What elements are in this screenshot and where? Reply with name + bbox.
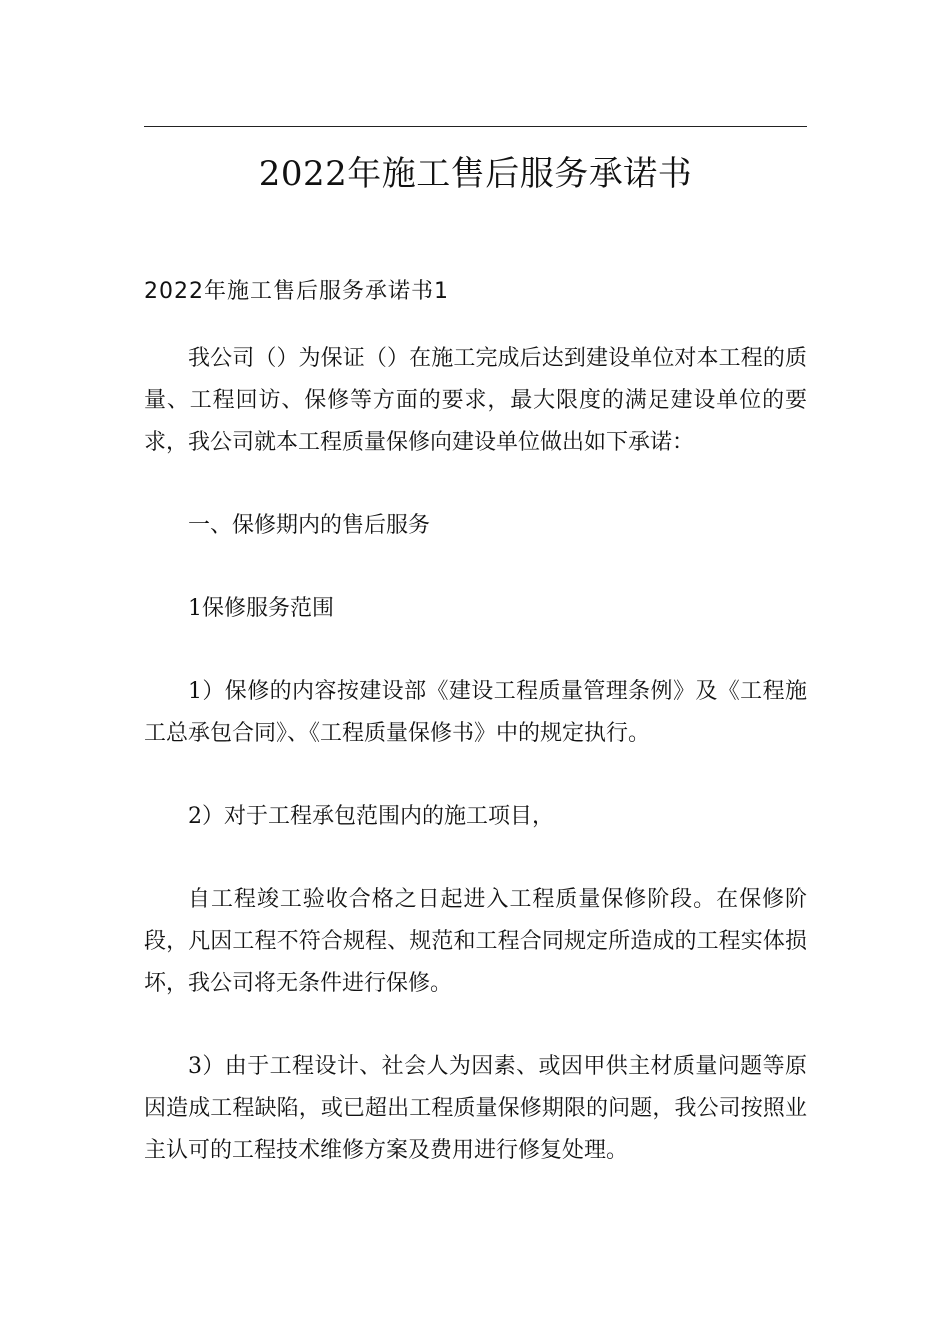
document-title: 2022年施工售后服务承诺书 [258,154,693,194]
paragraph-heading-scope: 1保修服务范围 [188,596,334,621]
paragraph-heading-warranty-service: 一、保修期内的售后服务 [188,513,431,538]
paragraph-item-2: 2）对于工程承包范围内的施工项目， [188,804,554,829]
paragraph-item-2-detail: 自工程竣工验收合格之日起进入工程质量保修阶段。在保修阶段，凡因工程不符合规程、规范和工程合同规定所造成的工程实体损坏，我公司将无条件进行保修。 [144,887,807,996]
paragraph-intro: 我公司（）为保证（）在施工完成后达到建设单位对本工程的质量、工程回访、保修等方面的要求，最大限度的满足建设单位的要求，我公司就本工程质量保修向建设单位做出如下承诺： [144,346,807,455]
header-rule [144,126,807,127]
paragraph-item-1: 1）保修的内容按建设部《建设工程质量管理条例》及《工程施工总承包合同》、《工程质量保修书》中的规定执行。 [144,679,807,746]
document-body [144,338,807,1213]
section-heading: 2022年施工售后服务承诺书1 [144,279,449,304]
paragraph-item-3: 3）由于工程设计、社会人为因素、或因甲供主材质量问题等原因造成工程缺陷，或已超出工程质量保修期限的问题，我公司按照业主认可的工程技术维修方案及费用进行修复处理。 [144,1054,807,1163]
